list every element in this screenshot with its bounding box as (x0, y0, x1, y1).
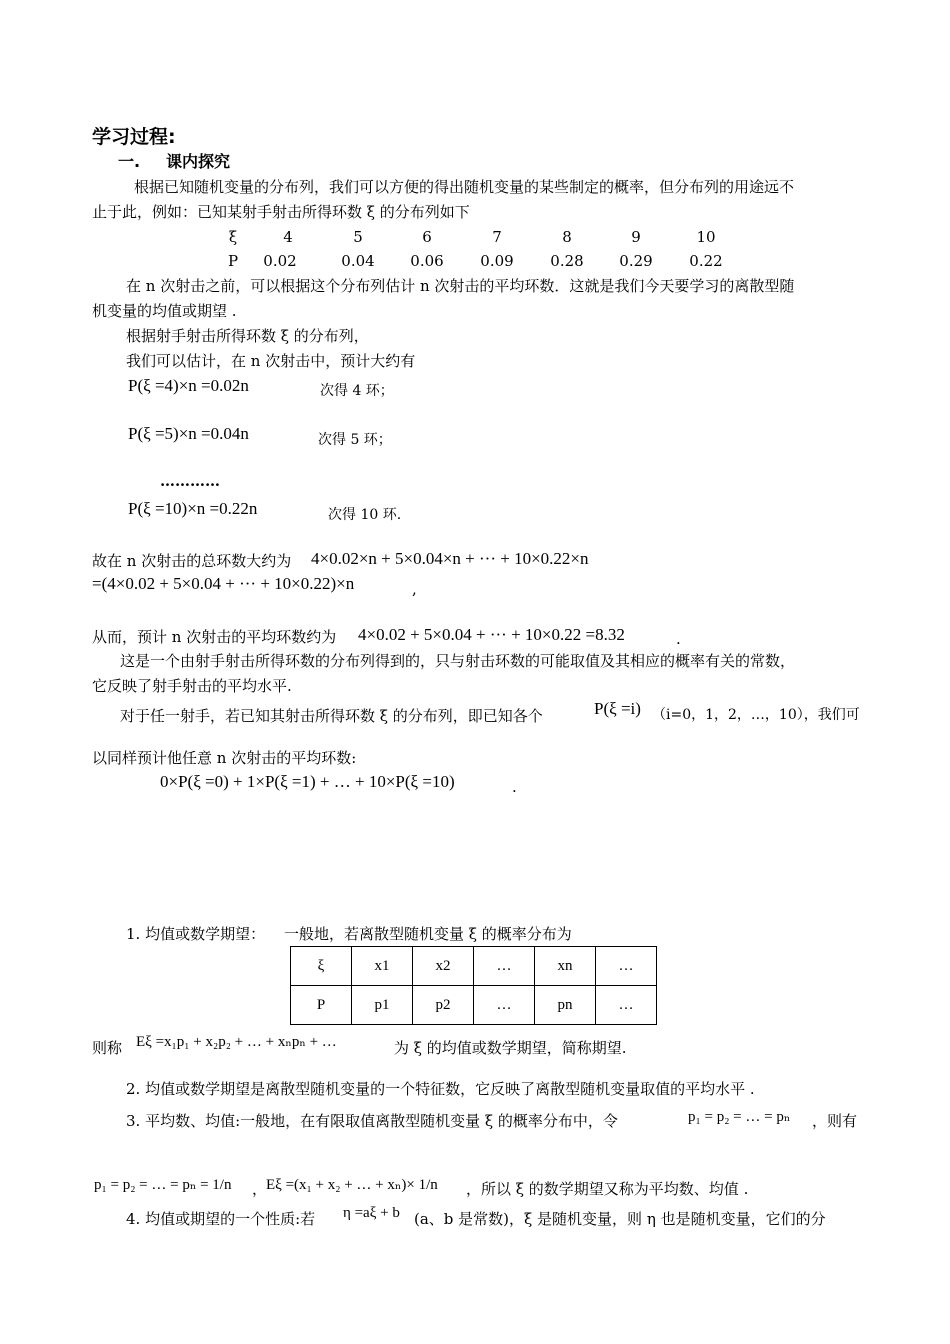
estimate-formula-4: P(ξ =4)×n =0.02n (128, 376, 249, 395)
item-3-prefix: 3. 平均数、均值:一般地，在有限取值离散型随机变量 ξ 的概率分布中，令 (126, 1112, 618, 1130)
estimate-formula-5: P(ξ =5)×n =0.04n (128, 424, 249, 443)
intro-line-1: 根据已知随机变量的分布列，我们可以方便的得出随机变量的某些制定的概率，但分布列的用途远不 (134, 178, 795, 196)
item-3-formula: p₁ = p₂ = … = pₙ (688, 1109, 791, 1125)
average-formula: 4×0.02 + 5×0.04 + ··· + 10×0.22 =8.32 (358, 625, 625, 644)
average-prefix: 从而，预计 n 次射击的平均环数约为 (92, 628, 337, 646)
estimate-text-10: 次得 10 环. (328, 507, 402, 523)
paragraph-4-line-1: 这是一个由射手射击所得环数的分布列得到的，只与射击环数的可能取值及其相应的概率有关的常数， (120, 652, 796, 670)
table-cell: p2 (413, 986, 474, 1025)
paragraph-3: 我们可以估计，在 n 次射击中，预计大约有 (126, 352, 416, 370)
dist-cell: 5 (353, 228, 363, 246)
paragraph-1-line-1: 在 n 次射击之前，可以根据这个分布列估计 n 次射击的平均环数．这就是我们今天要学习的离散型随 (126, 277, 795, 295)
paragraph-5-line-2: 以同样预计他任意 n 次射击的平均环数: (92, 749, 357, 767)
total-formula-1: 4×0.02×n + 5×0.04×n + ··· + 10×0.22×n (311, 549, 589, 568)
estimate-text-4: 次得 4 环； (320, 383, 394, 399)
table-cell: x2 (413, 947, 474, 986)
item-4-prefix: 4. 均值或期望的一个性质:若 (126, 1210, 316, 1228)
definition-1-label: 1. 均值或数学期望： (126, 925, 266, 943)
dist-cell: 0.04 (341, 252, 375, 270)
item-3-mean-formula: Eξ =(x₁ + x₂ + … + xₙ)× 1/n (266, 1177, 438, 1193)
subsection-number: 一. (118, 152, 141, 171)
table-cell: p1 (352, 986, 413, 1025)
paragraph-1-line-2: 机变量的均值或期望 . (92, 302, 237, 320)
intro-line-2: 止于此，例如：已知某射手射击所得环数 ξ 的分布列如下 (92, 203, 470, 221)
definition-1-text: 一般地，若离散型随机变量 ξ 的概率分布为 (284, 925, 572, 943)
item-4-formula: η =aξ + b (343, 1205, 400, 1221)
paragraph-4-line-2: 它反映了射手射击的平均水平. (92, 677, 292, 695)
definition-1b-suffix: 为 ξ 的均值或数学期望，简称期望. (394, 1039, 627, 1057)
table-cell: … (474, 947, 535, 986)
total-formula-2: =(4×0.02 + 5×0.04 + ··· + 10×0.22)×n (92, 574, 355, 593)
total-suffix: , (412, 580, 417, 598)
dist-cell: 0.28 (550, 252, 584, 270)
item-3-end: ，所以 ξ 的数学期望又称为平均数、均值 . (466, 1180, 749, 1198)
table-cell: ξ (291, 947, 352, 986)
probability-distribution-table (290, 946, 657, 1025)
paragraph-2: 根据射手射击所得环数 ξ 的分布列， (126, 327, 369, 345)
dist-cell: 0.29 (619, 252, 653, 270)
distribution-row-p (0, 252, 950, 272)
expectation-formula: Eξ =x₁p₁ + x₂p₂ + … + xₙpₙ + … (136, 1034, 337, 1050)
distribution-row-xi (0, 228, 950, 248)
expected-sum-formula: 0×P(ξ =0) + 1×P(ξ =1) + … + 10×P(ξ =10) (160, 772, 455, 791)
estimate-formula-10: P(ξ =10)×n =0.22n (128, 499, 258, 518)
paragraph-5-suffix: （i=0，1，2，…，10），我们可 (652, 707, 860, 723)
dist-cell: 0.02 (263, 252, 297, 270)
dist-cell: 9 (631, 228, 641, 246)
dist-cell: 7 (492, 228, 502, 246)
ellipsis-dots: ………… (160, 472, 220, 490)
table-row (291, 986, 657, 1025)
definition-1b-prefix: 则称 (92, 1039, 123, 1057)
table-cell: … (596, 947, 657, 986)
item-3-separator: ， (252, 1180, 268, 1198)
item-3-suffix: ，则有 (812, 1112, 858, 1130)
item-2: 2. 均值或数学期望是离散型随机变量的一个特征数，它反映了离散型随机变量取值的平均水平 . (126, 1080, 755, 1098)
table-cell: xn (535, 947, 596, 986)
expected-sum-end: . (512, 778, 517, 796)
table-row (291, 947, 657, 986)
dist-cell: 4 (283, 228, 293, 246)
paragraph-5-prefix: 对于任一射手，若已知其射击所得环数 ξ 的分布列，即已知各个 (120, 707, 543, 725)
dist-cell: 0.09 (480, 252, 514, 270)
table-cell: x1 (352, 947, 413, 986)
dist-cell: 10 (696, 228, 716, 246)
dist-cell: 0.06 (410, 252, 444, 270)
dist-cell: 8 (562, 228, 572, 246)
subsection-title: 课内探究 (166, 152, 231, 171)
table-cell: pn (535, 986, 596, 1025)
table-cell: … (474, 986, 535, 1025)
item-3-equal-probability: p₁ = p₂ = … = pₙ = 1/n (94, 1177, 232, 1193)
average-suffix: . (676, 630, 681, 648)
dist-cell: 6 (422, 228, 432, 246)
table-cell: … (596, 986, 657, 1025)
dist-cell: 0.22 (689, 252, 723, 270)
section-heading: 学习过程: (92, 126, 176, 148)
dist-cell: P (227, 252, 239, 270)
paragraph-5-formula: P(ξ =i) (594, 699, 641, 718)
total-prefix: 故在 n 次射击的总环数大约为 (92, 552, 292, 570)
table-cell: P (291, 986, 352, 1025)
item-4-suffix: (a、b 是常数)，ξ 是随机变量，则 η 也是随机变量，它们的分 (414, 1210, 826, 1228)
estimate-text-5: 次得 5 环； (318, 432, 392, 448)
dist-cell: ξ (228, 228, 238, 246)
